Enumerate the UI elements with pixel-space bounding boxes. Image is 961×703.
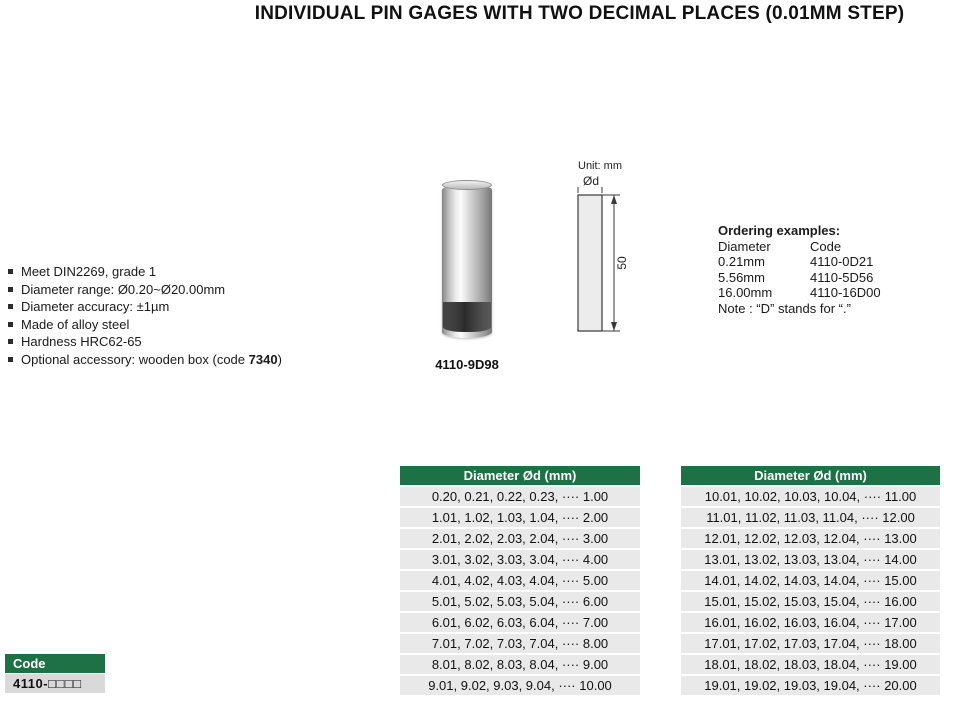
table-row: 9.01, 9.02, 9.03, 9.04, ···· 10.00 [400, 676, 640, 695]
pin-side-view [578, 195, 602, 331]
diameter-table-left [400, 466, 640, 697]
bullet-square-icon [8, 269, 13, 274]
ordering-header-row [718, 239, 953, 255]
diameter-table-right [681, 466, 940, 697]
ordering-code: 4110-0D21 [810, 254, 874, 270]
table-row: 16.01, 16.02, 16.03, 16.04, ···· 17.00 [681, 613, 940, 632]
table-row: 4.01, 4.02, 4.03, 4.04, ···· 5.00 [400, 571, 640, 590]
feature-text: Meet DIN2269, grade 1 [21, 264, 157, 279]
feature-text: Diameter range: Ø0.20~Ø20.00mm [21, 281, 226, 297]
pin-shadow-band [443, 302, 491, 332]
pin-top-face [442, 180, 492, 190]
ordering-code: 4110-5D56 [810, 269, 874, 285]
table-row: 6.01, 6.02, 6.03, 6.04, ···· 7.00 [400, 613, 640, 632]
unit-label: Unit: mm [578, 160, 622, 172]
ordering-code: 4110-16D00 [810, 285, 881, 301]
page-title: INDIVIDUAL PIN GAGES WITH TWO DECIMAL PLACES (0.01MM STEP) [254, 3, 905, 24]
feature-item-accessory [8, 351, 282, 369]
table-row: 12.01, 12.02, 12.03, 12.04, ···· 13.00 [681, 529, 940, 548]
bullet-square-icon [8, 287, 13, 292]
table-row: 0.20, 0.21, 0.22, 0.23, ···· 1.00 [400, 487, 640, 506]
feature-item [8, 281, 282, 299]
feature-list [8, 263, 282, 369]
table-row: 1.01, 1.02, 1.03, 1.04, ···· 2.00 [400, 508, 640, 527]
ordering-row [718, 285, 953, 301]
feature-text: Made of alloy steel [21, 316, 130, 332]
ordering-examples [718, 223, 953, 317]
bullet-square-icon [8, 339, 13, 344]
ordering-heading: Ordering examples: [718, 223, 841, 238]
feature-text: Hardness HRC62-65 [21, 334, 142, 350]
dimension-drawing [576, 174, 646, 354]
pin-gage-image [442, 180, 492, 338]
feature-item [8, 316, 282, 334]
feature-item [8, 333, 282, 351]
ordering-row [718, 254, 953, 270]
table-header: Diameter Ød (mm) [400, 466, 640, 485]
ordering-row [718, 270, 953, 286]
pin-model-label: 4110-9D98 [435, 357, 499, 372]
diameter-dim-label: Ød [583, 174, 600, 188]
feature-item [8, 263, 282, 281]
ordering-note: Note : “D” stands for “.” [718, 300, 851, 316]
feature-text: Diameter accuracy: ±1µm [21, 299, 170, 315]
table-row: 19.01, 19.02, 19.03, 19.04, ···· 20.00 [681, 676, 940, 695]
code-block-value: 4110-□□□□ [5, 674, 105, 693]
bullet-square-icon [8, 357, 13, 362]
ordering-col-code: Code [810, 238, 842, 254]
table-row: 7.01, 7.02, 7.03, 7.04, ···· 8.00 [400, 634, 640, 653]
table-row: 17.01, 17.02, 17.03, 17.04, ···· 18.00 [681, 634, 940, 653]
table-row: 8.01, 8.02, 8.03, 8.04, ···· 9.00 [400, 655, 640, 674]
table-row: 13.01, 13.02, 13.03, 13.04, ···· 14.00 [681, 550, 940, 569]
ordering-diameter: 16.00mm [718, 285, 773, 301]
ordering-diameter: 5.56mm [718, 269, 765, 285]
table-row: 11.01, 11.02, 11.03, 11.04, ···· 12.00 [681, 508, 940, 527]
table-row: 14.01, 14.02, 14.03, 14.04, ···· 15.00 [681, 571, 940, 590]
feature-text: Optional accessory: wooden box (code [21, 351, 249, 367]
bullet-square-icon [8, 304, 13, 309]
code-block [5, 654, 105, 693]
accessory-code: 7340 [248, 351, 278, 367]
length-dim-label: 50 [615, 256, 629, 270]
table-row: 5.01, 5.02, 5.03, 5.04, ···· 6.00 [400, 592, 640, 611]
table-row: 3.01, 3.02, 3.03, 3.04, ···· 4.00 [400, 550, 640, 569]
bullet-square-icon [8, 322, 13, 327]
table-row: 18.01, 18.02, 18.03, 18.04, ···· 19.00 [681, 655, 940, 674]
feature-item [8, 298, 282, 316]
feature-text: ) [277, 351, 282, 367]
ordering-diameter: 0.21mm [718, 254, 765, 270]
code-block-header: Code [5, 654, 105, 673]
table-header: Diameter Ød (mm) [681, 466, 940, 485]
table-row: 2.01, 2.02, 2.03, 2.04, ···· 3.00 [400, 529, 640, 548]
ordering-col-diameter: Diameter [718, 238, 771, 254]
table-row: 15.01, 15.02, 15.03, 15.04, ···· 16.00 [681, 592, 940, 611]
table-row: 10.01, 10.02, 10.03, 10.04, ···· 11.00 [681, 487, 940, 506]
